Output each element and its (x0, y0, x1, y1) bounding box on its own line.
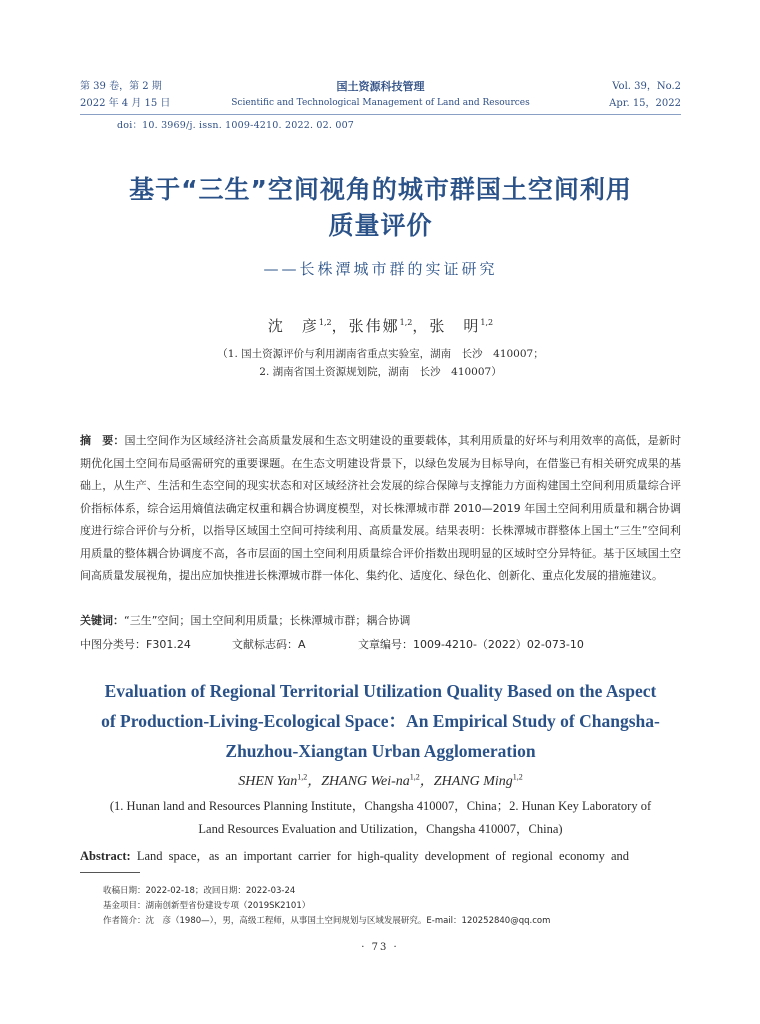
keywords-cn-text: “三生”空间；国土空间利用质量；长株潭城市群；耦合协调 (124, 614, 411, 627)
keywords-cn (80, 612, 681, 628)
abstract-cn-text: 国土空间作为区域经济社会高质量发展和生态文明建设的重要载体，其利用质量的好坏与利用效率的高低，是新时期优化国土空间布局亟需研究的重要课题。在生态文明建设背景下，以绿色发展为目标导向，在借鉴已有相关研究成果的基础上，从生产、生活和生态空间的现实状态和对区域经济社会发展的综合保障与支撑能力方面构建国土空间利用质量综合评价指标体系，综合运用熵值法确定权重和耦合协调度模型，对长株潭城市群 2010—2019 年国土空间利用质量和耦合协调度进行综合评价与分析，以指导区域国土空间可持续利用、高质量发展。结果表明：长株潭城市群整体上国土“三生”空间利用质量的整体耦合协调度不高，各市层面的国土空间利用质量综合评价指数出现明显的区域时空分异特征。基于区域国土空间高质量发展视角，提出应加快推进长株潭城市群一体化、集约化、适度化、绿色化、创新化、重点化发展的措施建议。 (80, 434, 681, 582)
running-header (80, 78, 681, 115)
english-affiliations (78, 795, 683, 841)
english-title (70, 676, 691, 766)
header-right (609, 78, 681, 112)
english-title-line-2: of Production-Living-Ecological Space：An Empirical Study of Changsha- (101, 711, 660, 731)
affiliations (80, 345, 681, 381)
keywords-cn-label: 关键词： (80, 614, 124, 627)
volume-en: Vol. 39，No.2 (612, 81, 681, 92)
header-center (80, 78, 681, 112)
article-number: 文章编号：1009-4210-（2022）02-073-10 (358, 638, 584, 651)
english-affiliation-line-2: Land Resources Evaluation and Utilization，Changsha 410007，China) (198, 822, 563, 836)
english-author-3-affil: 1,2 (512, 772, 523, 782)
journal-name-en: Scientific and Technological Management of Land and Resources (231, 98, 530, 108)
author-3-affil: 1,2 (480, 318, 494, 327)
journal-name-cn: 国土资源科技管理 (336, 80, 425, 93)
english-title-line-3: Zhuzhou-Xiangtan Urban Agglomeration (225, 741, 536, 761)
author-1-affil: 1,2 (318, 318, 332, 327)
footnote-received: 收稿日期：2022-02-18；改回日期：2022-03-24 (103, 886, 296, 896)
abstract-cn-label: 摘 要： (80, 434, 125, 447)
affiliation-line-1: （1. 国土资源评价与利用湖南省重点实验室，湖南 长沙 410007； (217, 348, 544, 360)
doi: doi：10. 3969/j. issn. 1009-4210. 2022. 02. 007 (117, 120, 355, 131)
abstract-en-label: Abstract: (80, 849, 131, 863)
footnote-author: 作者简介：沈 彦（1980—），男，高级工程师，从事国土空间规划与区域发展研究。E-mail：120252840@qq.com (103, 916, 551, 926)
author-list (80, 315, 681, 336)
page-number: · 73 · (361, 942, 399, 953)
abstract-en (80, 846, 681, 864)
clc-number: 中图分类号：F301.24 (80, 638, 191, 651)
document-code: 文献标志码：A (232, 638, 306, 651)
date-cn: 2022 年 4 月 15 日 (80, 98, 171, 109)
author-1: 沈 彦 (267, 317, 319, 335)
date-en: Apr. 15，2022 (609, 98, 681, 109)
author-2: ，张伟娜 (331, 317, 400, 335)
english-author-2: ，ZHANG Wei-na (307, 774, 410, 789)
english-title-line-1: Evaluation of Regional Territorial Utilization Quality Based on the Aspect (104, 681, 657, 701)
author-3: ，张 明 (412, 317, 481, 335)
affiliation-line-2: 2. 湖南省国土资源规划院，湖南 长沙 410007） (259, 366, 502, 378)
abstract-en-text: Land space，as an important carrier for high-quality development of regional economy and (136, 849, 630, 863)
english-author-1-affil: 1,2 (297, 772, 308, 782)
paper-title (80, 172, 681, 244)
english-affiliation-line-1: (1. Hunan land and Resources Planning Institute，Changsha 410007，China；2. Hunan Key Laboratory of (109, 799, 652, 813)
footnote-divider (80, 872, 140, 873)
volume-cn: 第 39 卷，第 2 期 (80, 81, 162, 92)
english-author-1: SHEN Yan (238, 774, 298, 789)
paper-subtitle: ——长株潭城市群的实证研究 (263, 260, 498, 278)
english-author-2-affil: 1,2 (409, 772, 420, 782)
abstract-cn (80, 430, 681, 588)
english-author-list (80, 770, 681, 790)
title-line-2: 质量评价 (328, 211, 433, 240)
english-author-3: ，ZHANG Ming (419, 774, 513, 789)
footnote-fund: 基金项目：湖南创新型省份建设专项（2019SK2101） (103, 901, 311, 911)
title-line-1: 基于“三生”空间视角的城市群国土空间利用 (129, 175, 632, 204)
author-2-affil: 1,2 (399, 318, 413, 327)
